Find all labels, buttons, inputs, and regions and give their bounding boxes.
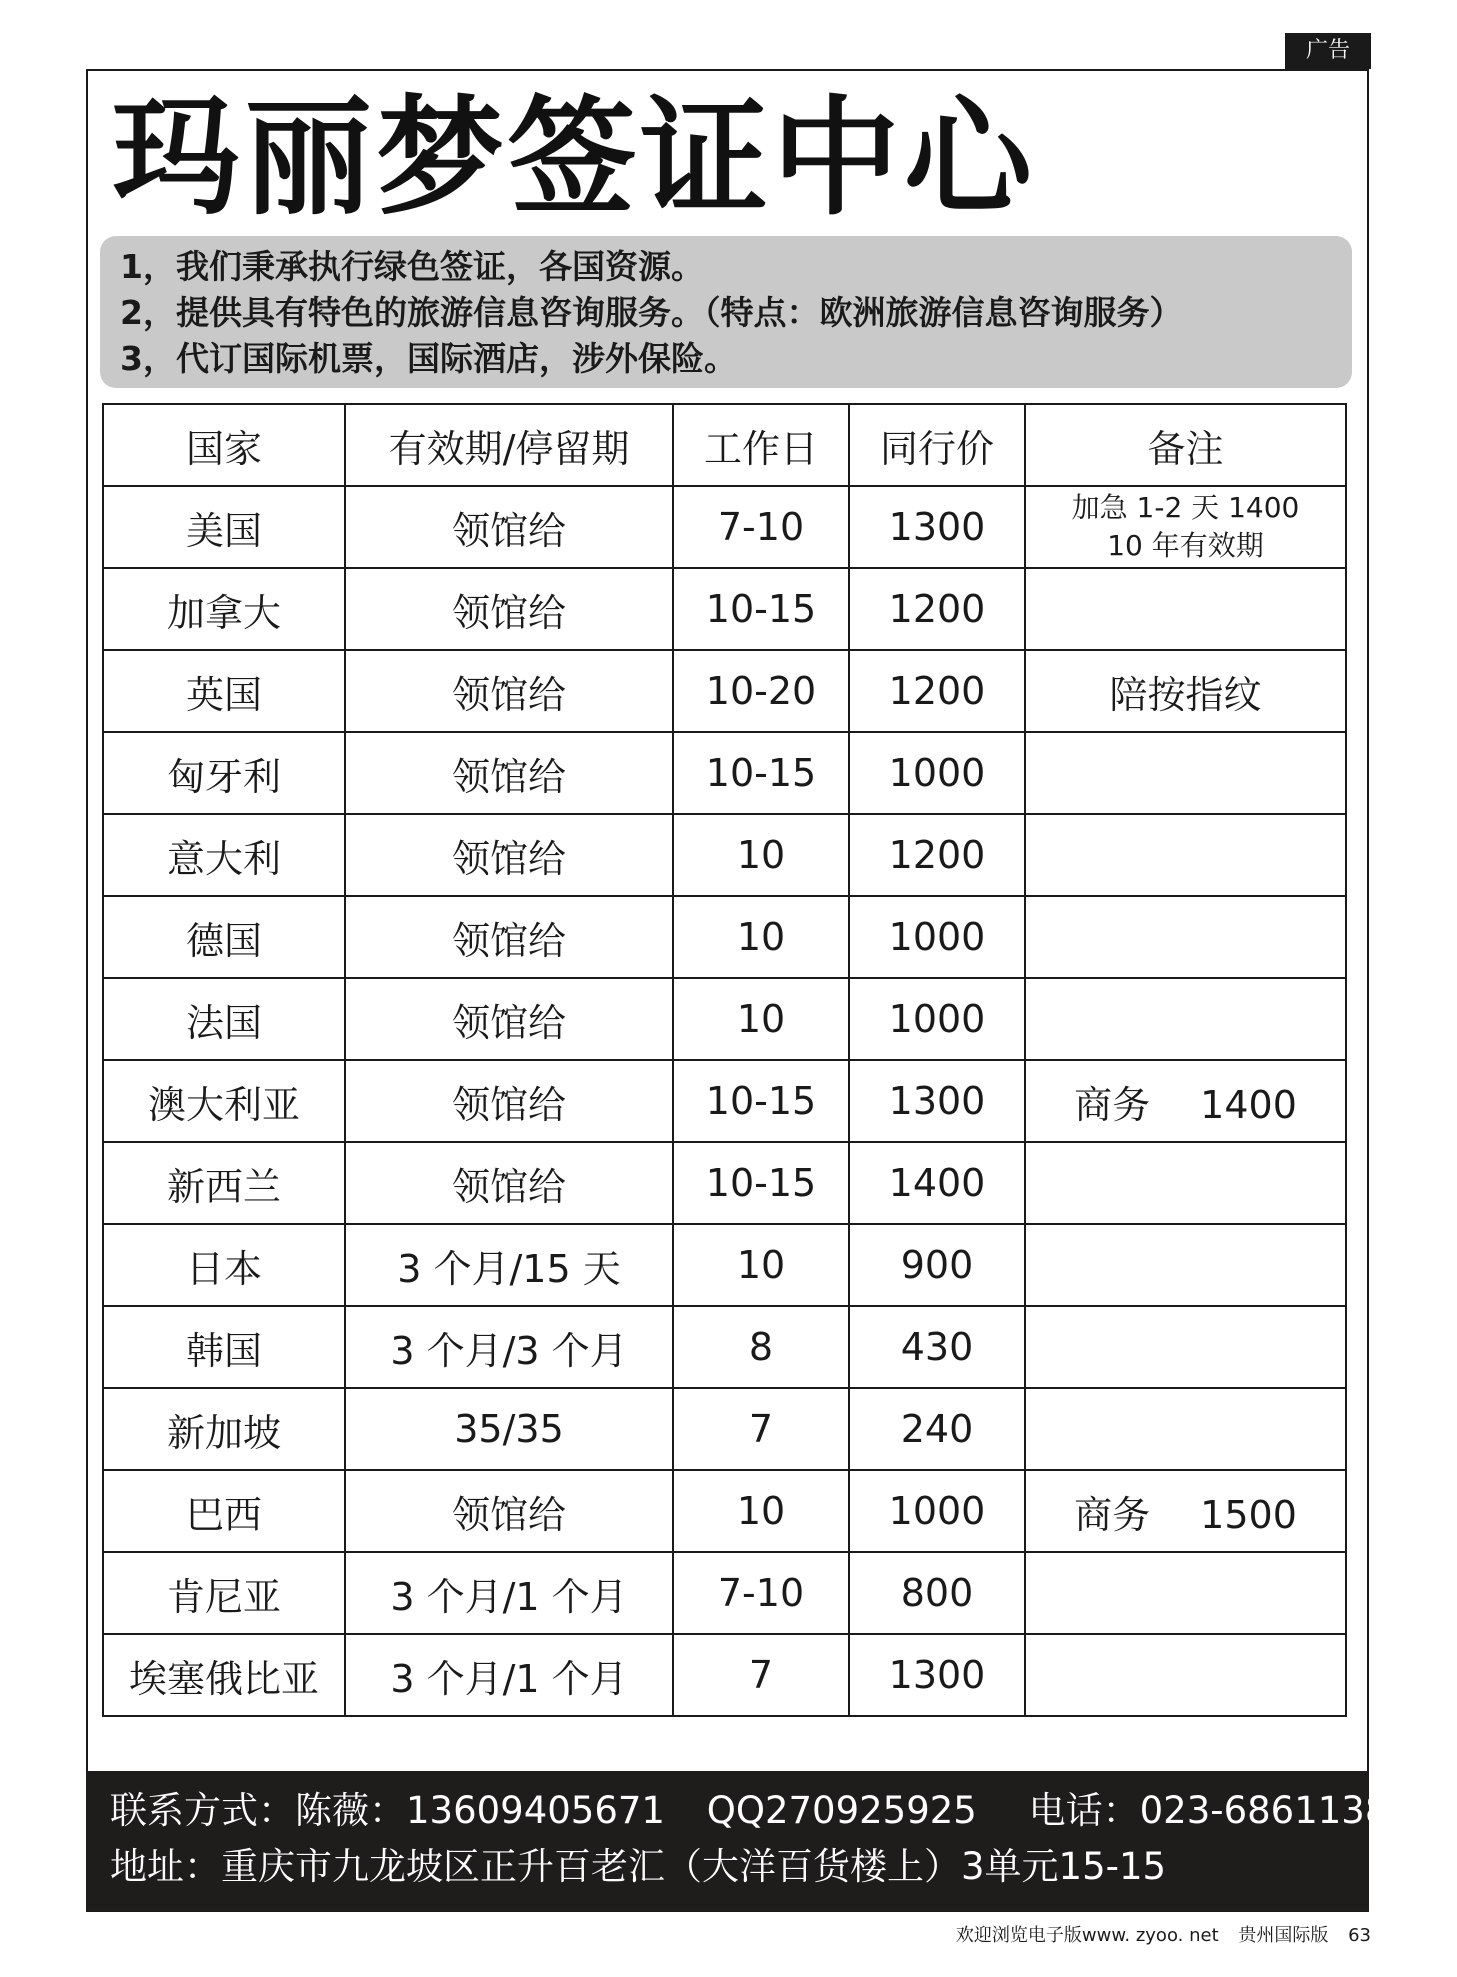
table-row xyxy=(103,568,1346,650)
cell-days: 10 xyxy=(673,896,849,978)
cell-validity: 领馆给 xyxy=(345,1470,673,1552)
page-title: 玛丽梦签证中心 xyxy=(112,84,1037,233)
cell-days: 10-15 xyxy=(673,1142,849,1224)
cell-price: 1300 xyxy=(849,1634,1025,1716)
cell-price: 1300 xyxy=(849,486,1025,568)
visa-price-table xyxy=(102,403,1347,1717)
feature-line: 3，代订国际机票，国际酒店，涉外保险。 xyxy=(120,339,737,378)
cell-country: 韩国 xyxy=(103,1306,345,1388)
cell-note xyxy=(1025,1388,1346,1470)
table-row xyxy=(103,1552,1346,1634)
header-working-days: 工作日 xyxy=(673,404,849,486)
cell-price: 1400 xyxy=(849,1142,1025,1224)
cell-note: 商务 1400 xyxy=(1025,1060,1346,1142)
contact-phone: 电话：023-68611383 xyxy=(1028,1789,1412,1832)
table-row xyxy=(103,1306,1346,1388)
website-notice: 欢迎浏览电子版www. zyoo. net xyxy=(955,1925,1219,1946)
contact-qq: QQ270925925 xyxy=(706,1789,977,1832)
cell-country: 德国 xyxy=(103,896,345,978)
cell-price: 240 xyxy=(849,1388,1025,1470)
cell-days: 10 xyxy=(673,814,849,896)
cell-price: 1000 xyxy=(849,896,1025,978)
cell-price: 1200 xyxy=(849,568,1025,650)
cell-note xyxy=(1025,814,1346,896)
table-row xyxy=(103,650,1346,732)
table-row xyxy=(103,1224,1346,1306)
cell-validity: 领馆给 xyxy=(345,650,673,732)
cell-country: 埃塞俄比亚 xyxy=(103,1634,345,1716)
cell-days: 7-10 xyxy=(673,486,849,568)
header-validity: 有效期/停留期 xyxy=(345,404,673,486)
edition-label: 贵州国际版 xyxy=(1238,1925,1329,1946)
cell-price: 430 xyxy=(849,1306,1025,1388)
cell-note: 商务 1500 xyxy=(1025,1470,1346,1552)
table-row xyxy=(103,486,1346,568)
cell-price: 900 xyxy=(849,1224,1025,1306)
cell-country: 新西兰 xyxy=(103,1142,345,1224)
cell-validity: 领馆给 xyxy=(345,568,673,650)
cell-validity: 领馆给 xyxy=(345,1060,673,1142)
cell-days: 10-20 xyxy=(673,650,849,732)
table-row xyxy=(103,1060,1346,1142)
note-line: 10 年有效期 xyxy=(1107,529,1264,562)
cell-days: 10-15 xyxy=(673,732,849,814)
cell-days: 8 xyxy=(673,1306,849,1388)
feature-line: 2，提供具有特色的旅游信息咨询服务。（特点：欧洲旅游信息咨询服务） xyxy=(120,293,1183,332)
cell-price: 800 xyxy=(849,1552,1025,1634)
cell-country: 巴西 xyxy=(103,1470,345,1552)
table-row xyxy=(103,814,1346,896)
cell-days: 10 xyxy=(673,1224,849,1306)
cell-country: 匈牙利 xyxy=(103,732,345,814)
cell-validity: 领馆给 xyxy=(345,978,673,1060)
cell-validity: 领馆给 xyxy=(345,896,673,978)
cell-note xyxy=(1025,732,1346,814)
cell-price: 1000 xyxy=(849,732,1025,814)
page-footer xyxy=(942,1922,1371,1950)
table-row xyxy=(103,1388,1346,1470)
feature-line: 1，我们秉承执行绿色签证，各国资源。 xyxy=(120,247,704,286)
cell-note xyxy=(1025,896,1346,978)
cell-price: 1000 xyxy=(849,978,1025,1060)
header-price: 同行价 xyxy=(849,404,1025,486)
header-country: 国家 xyxy=(103,404,345,486)
cell-days: 10-15 xyxy=(673,1060,849,1142)
contact-person: 联系方式：陈薇：13609405671 xyxy=(110,1789,665,1832)
cell-price: 1200 xyxy=(849,650,1025,732)
cell-note xyxy=(1025,1142,1346,1224)
cell-validity: 领馆给 xyxy=(345,814,673,896)
table-row xyxy=(103,896,1346,978)
page-number: 63 xyxy=(1348,1925,1371,1946)
cell-validity: 3 个月/1 个月 xyxy=(345,1552,673,1634)
table-header-row xyxy=(103,404,1346,486)
cell-price: 1300 xyxy=(849,1060,1025,1142)
cell-days: 10-15 xyxy=(673,568,849,650)
cell-note xyxy=(1025,1224,1346,1306)
cell-note xyxy=(1025,486,1346,568)
cell-days: 10 xyxy=(673,1470,849,1552)
table-row xyxy=(103,1142,1346,1224)
cell-days: 7-10 xyxy=(673,1552,849,1634)
table-row xyxy=(103,1634,1346,1716)
table-row xyxy=(103,978,1346,1060)
features-box xyxy=(100,236,1352,388)
cell-price: 1000 xyxy=(849,1470,1025,1552)
cell-country: 意大利 xyxy=(103,814,345,896)
cell-country: 肯尼亚 xyxy=(103,1552,345,1634)
cell-days: 7 xyxy=(673,1388,849,1470)
table-row xyxy=(103,732,1346,814)
cell-validity: 领馆给 xyxy=(345,486,673,568)
cell-price: 1200 xyxy=(849,814,1025,896)
cell-validity: 3 个月/1 个月 xyxy=(345,1634,673,1716)
cell-validity: 3 个月/15 天 xyxy=(345,1224,673,1306)
cell-country: 加拿大 xyxy=(103,568,345,650)
ad-tag: 广告 xyxy=(1285,33,1371,69)
cell-note xyxy=(1025,1634,1346,1716)
cell-days: 10 xyxy=(673,978,849,1060)
cell-country: 法国 xyxy=(103,978,345,1060)
cell-note xyxy=(1025,978,1346,1060)
cell-country: 英国 xyxy=(103,650,345,732)
cell-country: 澳大利亚 xyxy=(103,1060,345,1142)
cell-note xyxy=(1025,1306,1346,1388)
cell-note: 陪按指纹 xyxy=(1025,650,1346,732)
cell-country: 日本 xyxy=(103,1224,345,1306)
cell-country: 美国 xyxy=(103,486,345,568)
cell-note xyxy=(1025,1552,1346,1634)
contact-line xyxy=(110,1783,1412,1839)
table-row xyxy=(103,1470,1346,1552)
cell-validity: 3 个月/3 个月 xyxy=(345,1306,673,1388)
cell-days: 7 xyxy=(673,1634,849,1716)
header-note: 备注 xyxy=(1025,404,1346,486)
cell-validity: 35/35 xyxy=(345,1388,673,1470)
note-line: 加急 1-2 天 1400 xyxy=(1071,491,1300,524)
cell-country: 新加坡 xyxy=(103,1388,345,1470)
cell-validity: 领馆给 xyxy=(345,1142,673,1224)
cell-validity: 领馆给 xyxy=(345,732,673,814)
address-line: 地址：重庆市九龙坡区正升百老汇（大洋百货楼上）3单元15-15 xyxy=(110,1845,1167,1888)
contact-footer xyxy=(86,1771,1412,1911)
cell-note xyxy=(1025,568,1346,650)
